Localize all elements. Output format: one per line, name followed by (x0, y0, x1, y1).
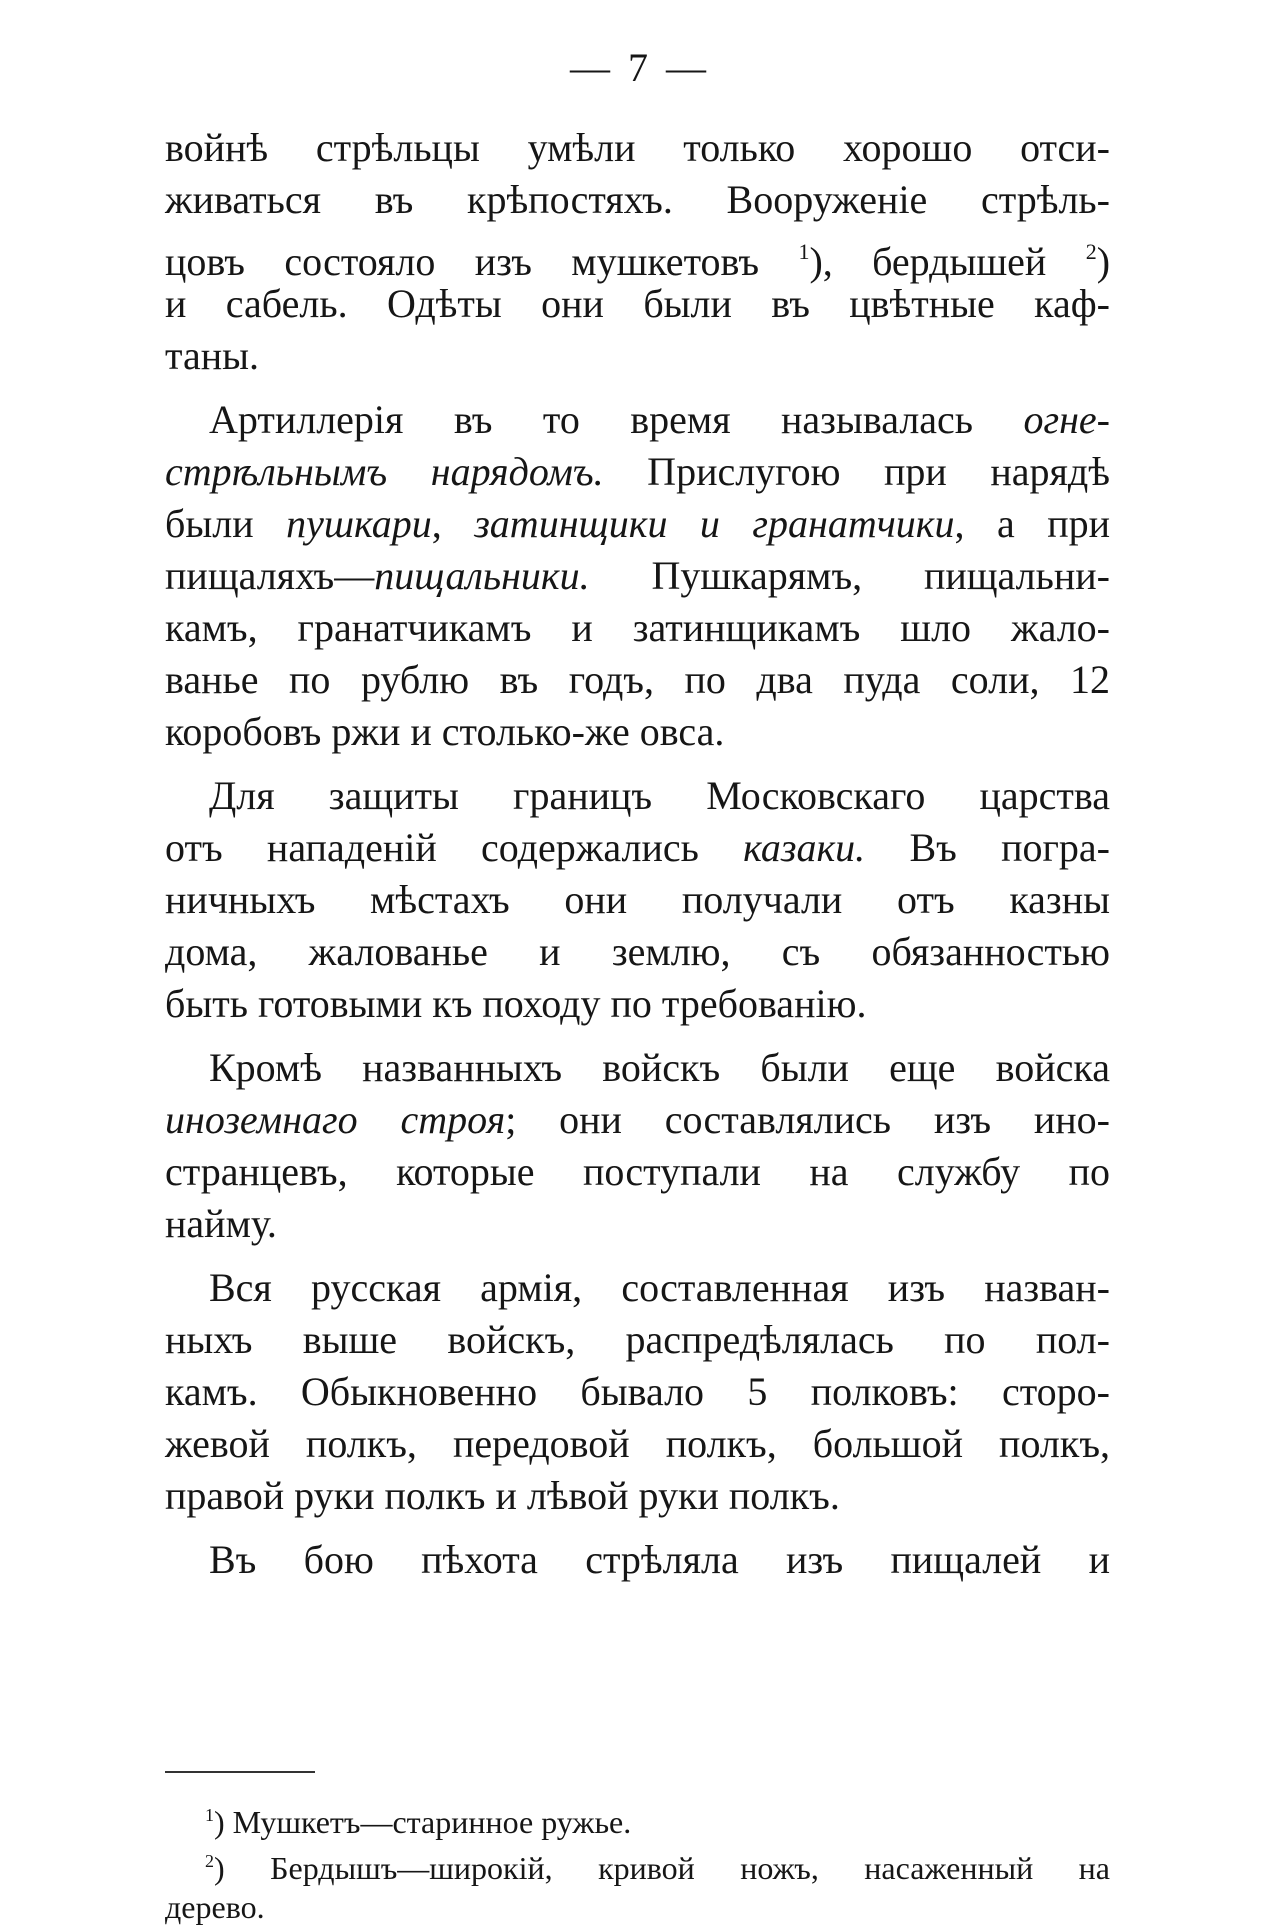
text-line: Кромѣ названныхъ войскъ были еще войска (209, 1045, 1110, 1090)
paragraph-2 (165, 394, 1110, 758)
text-line: странцевъ, которые поступали на службу по (165, 1149, 1110, 1194)
footnote-divider (165, 1771, 315, 1773)
text-line: правой руки полкъ и лѣвой руки полкъ. (165, 1473, 840, 1518)
text-line: ванье по рублю въ годъ, по два пуда соли, 12 (165, 657, 1110, 702)
paragraph-4 (165, 1042, 1110, 1250)
text-line: найму. (165, 1201, 277, 1246)
paragraph-5 (165, 1262, 1110, 1522)
text-line: быть готовыми къ походу по требованію. (165, 981, 867, 1026)
text-line: живаться въ крѣпостяхъ. Вооруженіе стрѣль- (165, 177, 1110, 222)
footnotes (165, 1792, 1110, 1930)
text-line: стрѣльнымъ нарядомъ. Прислугою при нарядѣ (165, 449, 1110, 494)
text-line: жевой полкъ, передовой полкъ, большой полкъ, (165, 1421, 1110, 1466)
text-line: Артиллерія въ то время называлась огне- (209, 397, 1110, 442)
text-line: Вся русская армія, составленная изъ назван- (209, 1265, 1110, 1310)
text-line: и сабель. Одѣты они были въ цвѣтные каф- (165, 281, 1110, 326)
paragraph-6 (165, 1534, 1110, 1586)
text-line: иноземнаго строя; они составлялись изъ ино- (165, 1097, 1110, 1142)
text-line: отъ нападеній содержались казаки. Въ погра- (165, 825, 1110, 870)
text-line: Въ бою пѣхота стрѣляла изъ пищалей и (209, 1537, 1110, 1582)
text-line: камъ, гранатчикамъ и затинщикамъ шло жало- (165, 605, 1110, 650)
italic-term: иноземнаго строя (165, 1097, 506, 1142)
footnote-ref: 2 (1085, 239, 1097, 264)
italic-term: затинщики и гранатчики (474, 501, 955, 546)
text-line: ныхъ выше войскъ, распредѣлялась по пол- (165, 1317, 1110, 1362)
text-line: Для защиты границъ Московскаго царства (209, 773, 1110, 818)
text-line: войнѣ стрѣльцы умѣли только хорошо отси- (165, 125, 1110, 170)
text-line: цовъ состояло изъ мушкетовъ $^1$), бердышей $^2$) (165, 239, 1111, 284)
main-text (165, 122, 1110, 1598)
footnote-marker: 2 (205, 1851, 214, 1871)
text-line: были пушкари, затинщики и гранатчики, а при (165, 501, 1111, 546)
italic-term: пищальники. (374, 553, 590, 598)
italic-term: пушкари (286, 501, 432, 546)
text-line: коробовъ ржи и столько-же овса. (165, 709, 725, 754)
italic-term: стрѣльнымъ нарядомъ. (165, 449, 604, 494)
footnote-2-continuation: дерево. (165, 1889, 265, 1925)
footnote-2: $^2$) Бердышъ—широкій, кривой ножъ, насаженный на (205, 1850, 1110, 1886)
paragraph-1 (165, 122, 1110, 382)
italic-term: казаки. (743, 825, 866, 870)
text-line: таны. (165, 333, 260, 378)
footnote-ref: 1 (798, 239, 810, 264)
italic-term: огне- (1023, 397, 1110, 442)
footnote-1: $^1$) Мушкетъ—старинное ружье. (205, 1804, 632, 1840)
text-line: дома, жалованье и землю, съ обязанностью (165, 929, 1110, 974)
text-line: ничныхъ мѣстахъ они получали отъ казны (165, 877, 1110, 922)
page-number: — 7 — (570, 45, 710, 90)
paragraph-3 (165, 770, 1110, 1030)
text-line: камъ. Обыкновенно бывало 5 полковъ: сторо- (165, 1369, 1110, 1414)
text-line: пищаляхъ—пищальники. Пушкарямъ, пищальни- (165, 553, 1110, 598)
footnote-marker: 1 (205, 1805, 214, 1825)
